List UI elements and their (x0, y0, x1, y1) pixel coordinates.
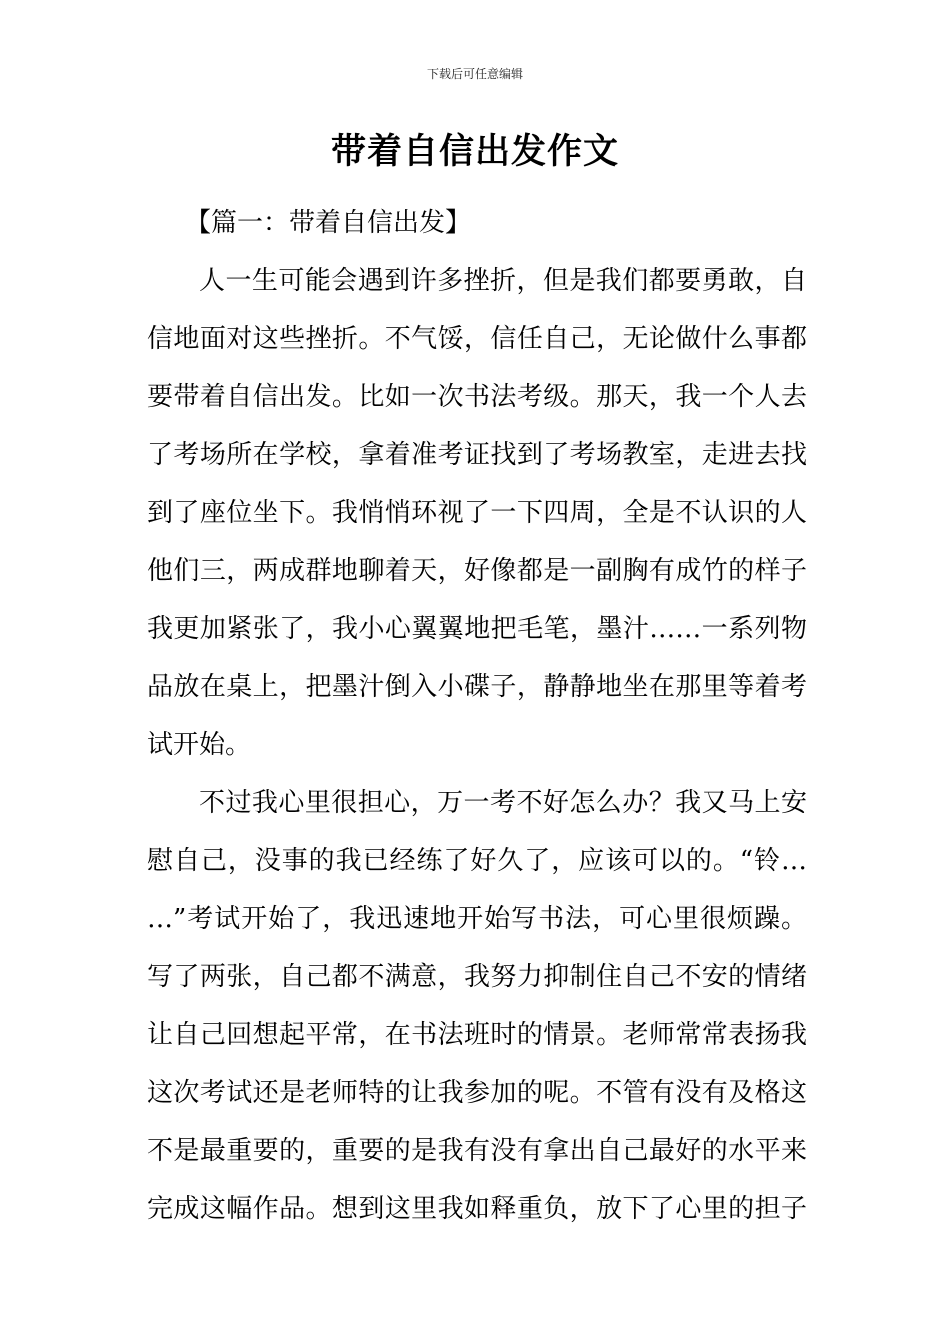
page-title: 带着自信出发作文 (330, 132, 619, 172)
paragraph-line: 写了两张，自己都不满意，我努力抑制住自己不安的情绪 (147, 962, 807, 992)
paragraph-line: 到了座位坐下。我悄悄环视了一下四周，全是不认识的人 (147, 498, 807, 528)
paragraph-line: 要带着自信出发。比如一次书法考级。那天，我一个人去 (147, 382, 807, 412)
paragraph-line: 完成这幅作品。想到这里我如释重负，放下了心里的担子 (147, 1194, 807, 1224)
paragraph-line: 他们三，两成群地聊着天，好像都是一副胸有成竹的样子 (147, 556, 807, 586)
section-heading: 【篇一：带着自信出发】 (185, 208, 472, 238)
paragraph-line: 我更加紧张了，我小心翼翼地把毛笔，墨汁……一系列物 (147, 614, 807, 644)
paragraph-line: …”考试开始了，我迅速地开始写书法，可心里很烦躁。 (147, 904, 807, 934)
header-note: 下载后可任意编辑 (426, 67, 523, 81)
paragraph-line: 不是最重要的，重要的是我有没有拿出自己最好的水平来 (147, 1136, 807, 1166)
paragraph-line: 这次考试还是老师特的让我参加的呢。不管有没有及格这 (147, 1078, 807, 1108)
paragraph-line: 不过我心里很担心，万一考不好怎么办？我又马上安 (199, 788, 807, 818)
paragraph-line: 品放在桌上，把墨汁倒入小碟子，静静地坐在那里等着考 (147, 672, 807, 702)
paragraph-line: 人一生可能会遇到许多挫折，但是我们都要勇敢，自 (199, 266, 807, 296)
paragraph-line: 试开始。 (147, 730, 252, 760)
paragraph-line: 信地面对这些挫折。不气馁，信任自己，无论做什么事都 (147, 324, 807, 354)
paragraph-line: 让自己回想起平常，在书法班时的情景。老师常常表扬我 (147, 1020, 807, 1050)
paragraph-line: 慰自己，没事的我已经练了好久了，应该可以的。“铃… (147, 846, 807, 876)
paragraph-line: 了考场所在学校，拿着准考证找到了考场教室，走进去找 (147, 440, 807, 470)
